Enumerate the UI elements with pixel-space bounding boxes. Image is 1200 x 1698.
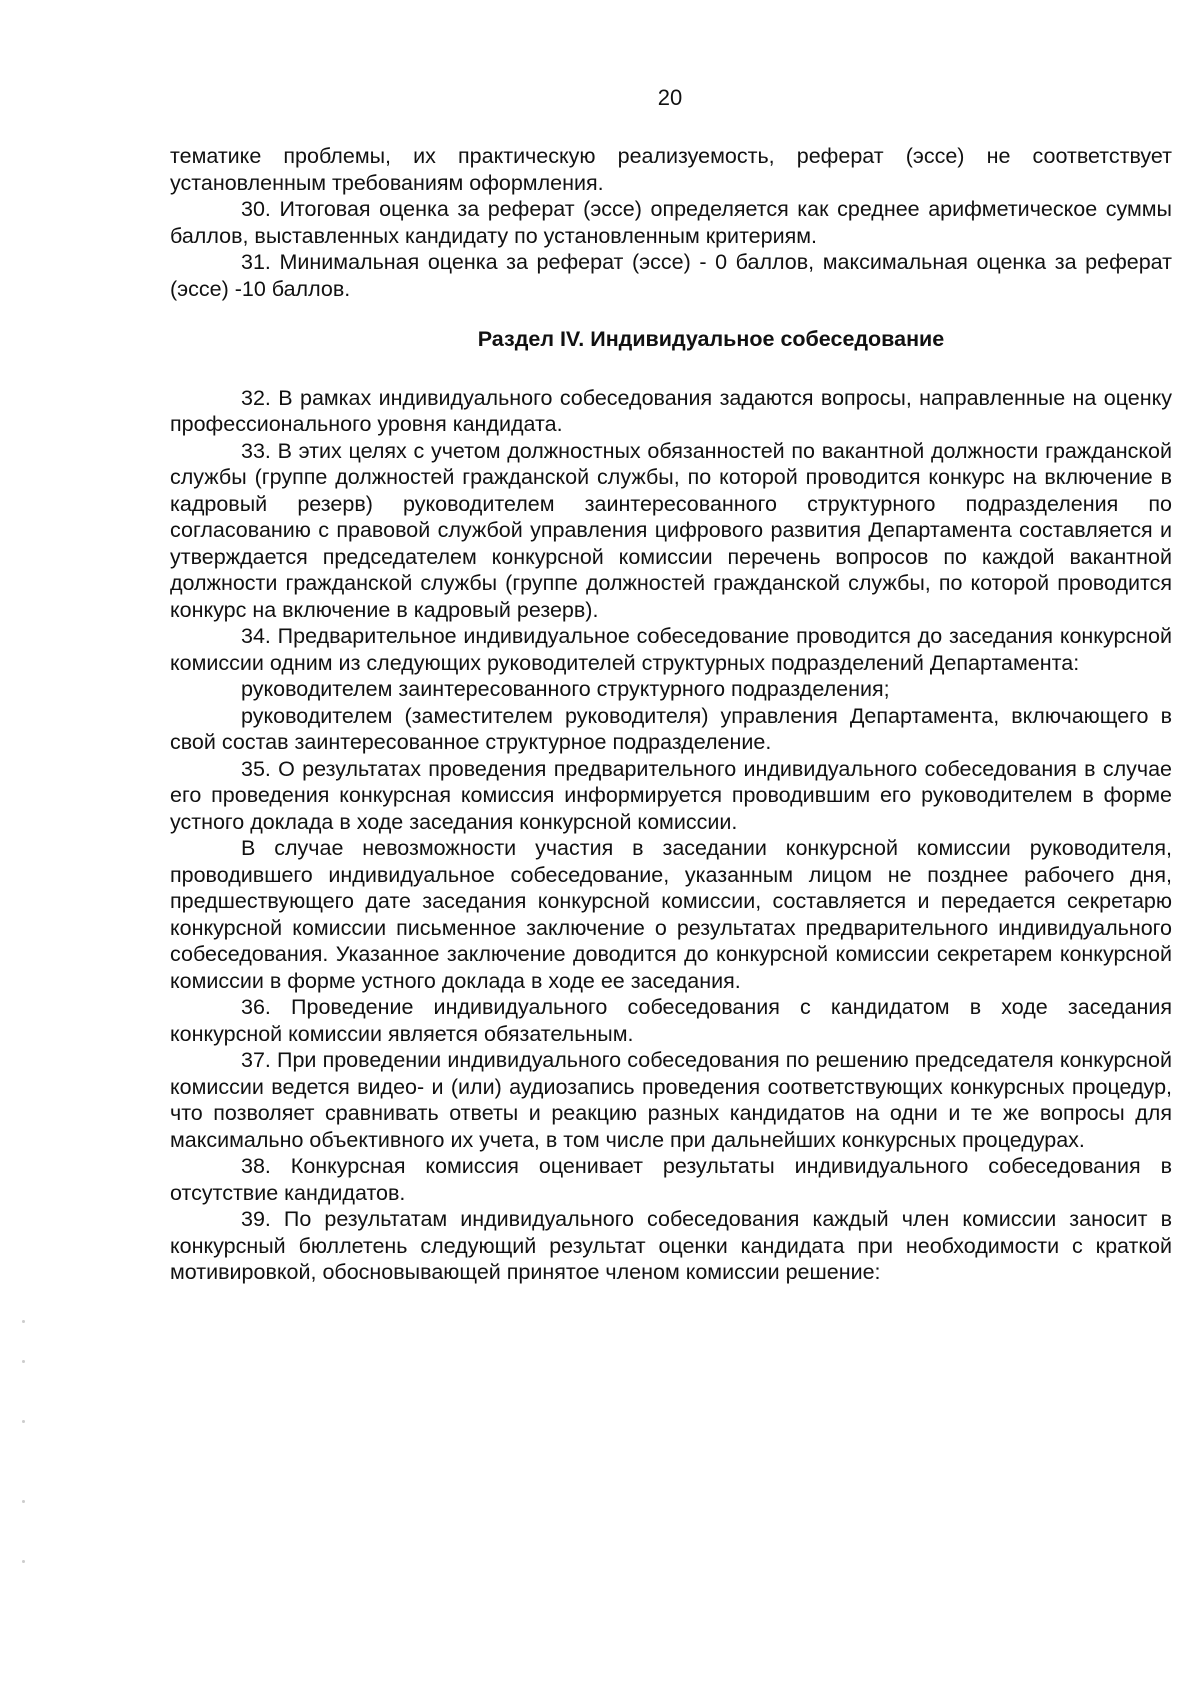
paragraph-35-continued: В случае невозможности участия в заседании конкурсной комиссии руководителя, проводившего индивидуальное собеседование, указанным лицом не позднее рабочего дня, предшествующего дате заседания конкурсной комиссии, составляется и передается секретарю конкурсной комиссии письменное заключение о результатах предварительного индивидуального собеседования. Указанное заключение доводится до конкурсной комиссии секретарем конкурсной комиссии в форме устного доклада в ходе ее заседания. — [170, 836, 1172, 993]
scan-speck — [22, 1500, 25, 1503]
paragraph-32: 32. В рамках индивидуального собеседования задаются вопросы, направленные на оценку профессионального уровня кандидата. — [170, 385, 1172, 436]
paragraph-33: 33. В этих целях с учетом должностных обязанностей по вакантной должности гражданской службы (группе должностей гражданской службы, по которой проводится конкурс на включение в кадровый резерв) руководителем заинтересованного структурного подразделения по согласованию с правовой службой управления цифрового развития Департамента составляется и утверждается председателем конкурсной комиссии перечень вопросов по каждой вакантной должности гражданской службы (группе должностей гражданской службы, по которой проводится конкурс на включение в кадровый резерв). — [170, 438, 1172, 622]
paragraph-30: 30. Итоговая оценка за реферат (эссе) определяется как среднее арифметическое суммы баллов, выставленных кандидату по установленным критериям. — [170, 197, 1172, 248]
paragraph-31: 31. Минимальная оценка за реферат (эссе) - 0 баллов, максимальная оценка за реферат (эссе) -10 баллов. — [170, 250, 1172, 301]
paragraph-39: 39. По результатам индивидуального собеседования каждый член комиссии заносит в конкурсный бюллетень следующий результат оценки кандидата при необходимости с краткой мотивировкой, обосновывающей принятое членом комиссии решение: — [170, 1207, 1172, 1284]
paragraph-38: 38. Конкурсная комиссия оценивает результаты индивидуального собеседования в отсутствие кандидатов. — [170, 1154, 1172, 1205]
paragraph-34-item-2: руководителем (заместителем руководителя) управления Департамента, включающего в свой состав заинтересованное структурное подразделение. — [170, 703, 1172, 754]
page-number: 20 — [657, 85, 683, 110]
scan-speck — [22, 1560, 25, 1563]
paragraph-36: 36. Проведение индивидуального собеседования с кандидатом в ходе заседания конкурсной комиссии является обязательным. — [170, 995, 1172, 1046]
scan-speck — [22, 1320, 25, 1323]
paragraph-37: 37. При проведении индивидуального собеседования по решению председателя конкурсной комиссии ведется видео- и (или) аудиозапись проведения соответствующих конкурсных процедур, что позволяет сравнивать ответы и реакцию разных кандидатов на одни и те же вопросы для максимально объективного их учета, в том числе при дальнейших конкурсных процедурах. — [170, 1048, 1172, 1152]
paragraph-34: 34. Предварительное индивидуальное собеседование проводится до заседания конкурсной комиссии одним из следующих руководителей структурных подразделений Департамента: — [170, 624, 1172, 675]
section-heading: Раздел IV. Индивидуальное собеседование — [477, 327, 945, 351]
scan-speck — [22, 1420, 25, 1423]
scan-speck — [22, 1360, 25, 1363]
paragraph-34-item-1: руководителем заинтересованного структурного подразделения; — [241, 677, 890, 701]
document-body — [170, 143, 1172, 1286]
paragraph-continuation: тематике проблемы, их практическую реализуемость, реферат (эссе) не соответствует установленным требованиям оформления. — [170, 144, 1172, 195]
paragraph-35: 35. О результатах проведения предварительного индивидуального собеседования в случае его проведения конкурсная комиссия информируется проводившим его руководителем в форме устного доклада в ходе заседания конкурсной комиссии. — [170, 756, 1172, 834]
